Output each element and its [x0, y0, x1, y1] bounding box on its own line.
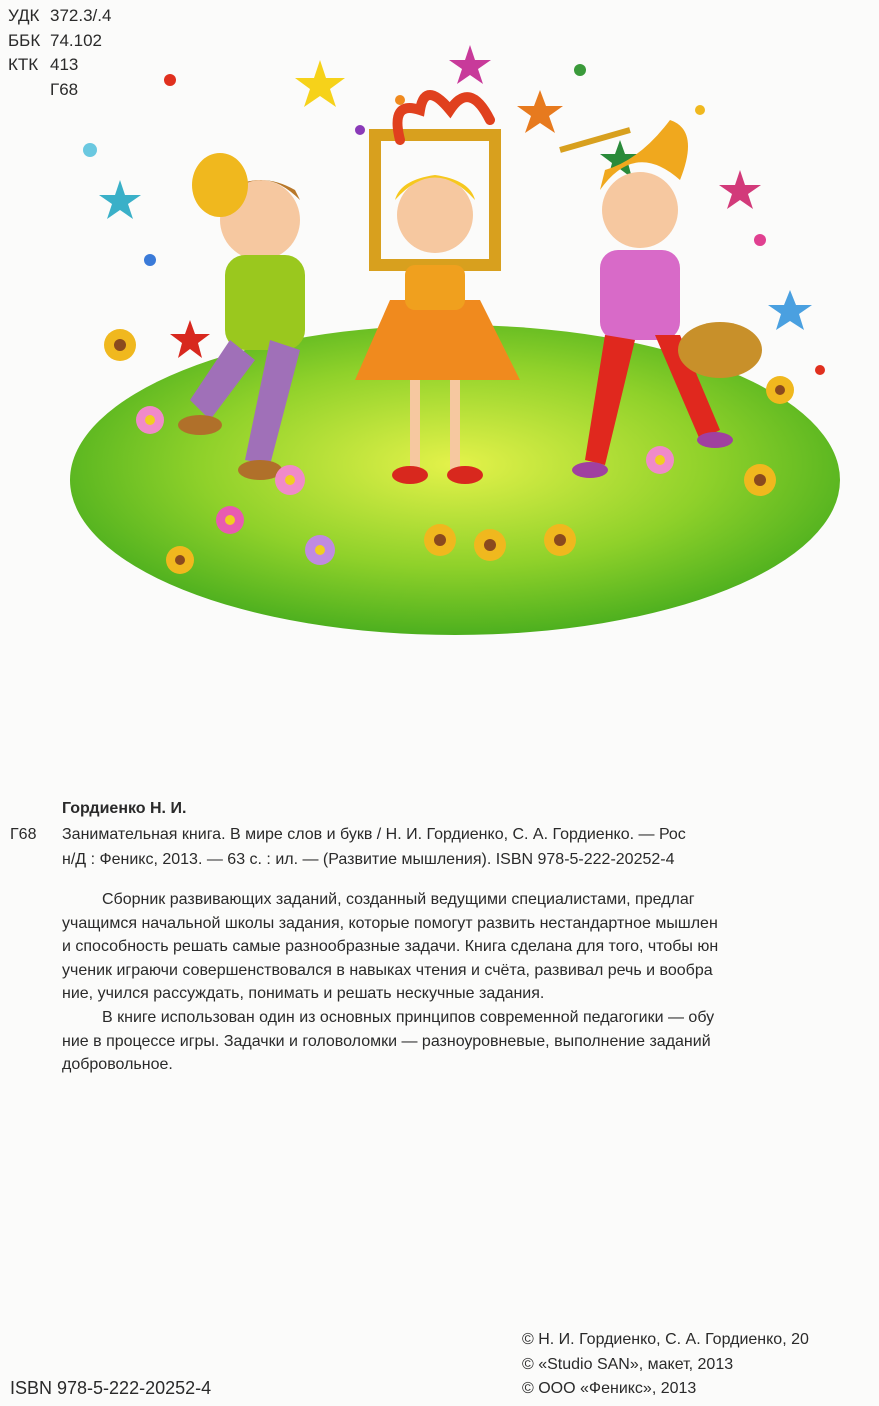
isbn: ISBN 978-5-222-20252-4	[10, 1378, 212, 1398]
abstract-line: ученик играючи совершенствовался в навыках чтения и счёта, развивал речь и вообра	[62, 961, 713, 979]
author-heading: Гордиенко Н. И.	[62, 800, 187, 817]
copyright-line: © Н. И. Гордиенко, С. А. Гордиенко, 20	[522, 1331, 809, 1348]
abstract-line: ние, учился рассуждать, понимать и решать нескучные задания.	[62, 985, 545, 1003]
abstract-line: Сборник развивающих заданий, созданный ведущими специалистами, предлаг	[102, 891, 695, 908]
bbk-value: 74.102	[50, 30, 102, 50]
udk-row	[8, 4, 111, 29]
author-mark: Г68	[50, 79, 79, 99]
bbk-key: ББК	[8, 30, 41, 50]
biblio-line-1: Занимательная книга. В мире слов и букв / Н. И. Гордиенко, С. А. Гордиенко. — Рос	[62, 826, 686, 843]
ktk-value: 413	[50, 55, 79, 74]
abstract	[62, 888, 879, 1077]
biblio-line-2: н/Д : Феникс, 2013. — 63 с. : ил. — (Развитие мышления). ISBN 978-5-222-20252-4	[62, 851, 675, 868]
udk-value: 372.3/.4	[50, 6, 112, 25]
udk-key: УДК	[8, 6, 40, 25]
abstract-line: В книге использован один из основных принципов современной педагогики — обу	[102, 1008, 715, 1026]
abstract-line: и способность решать самые разнообразные задачи. Книга сделана для того, чтобы юн	[62, 938, 719, 956]
copyright-block	[522, 1328, 809, 1402]
biblio-author-mark: Г68	[10, 826, 37, 843]
bibliographic-description	[62, 822, 879, 872]
abstract-line: добровольное.	[62, 1056, 173, 1074]
abstract-line: учащимся начальной школы задания, которые помогут развить нестандартное мышлен	[62, 914, 718, 932]
ktk-key: КТК	[8, 55, 39, 74]
children-meadow-illustration	[60, 40, 850, 640]
abstract-line: ние в процессе игры. Задачки и головоломки — разноуровневые, выполнение заданий	[62, 1032, 711, 1050]
copyright-line: © «Studio SAN», макет, 2013	[522, 1355, 734, 1373]
copyright-line: © ООО «Феникс», 2013	[522, 1380, 697, 1397]
